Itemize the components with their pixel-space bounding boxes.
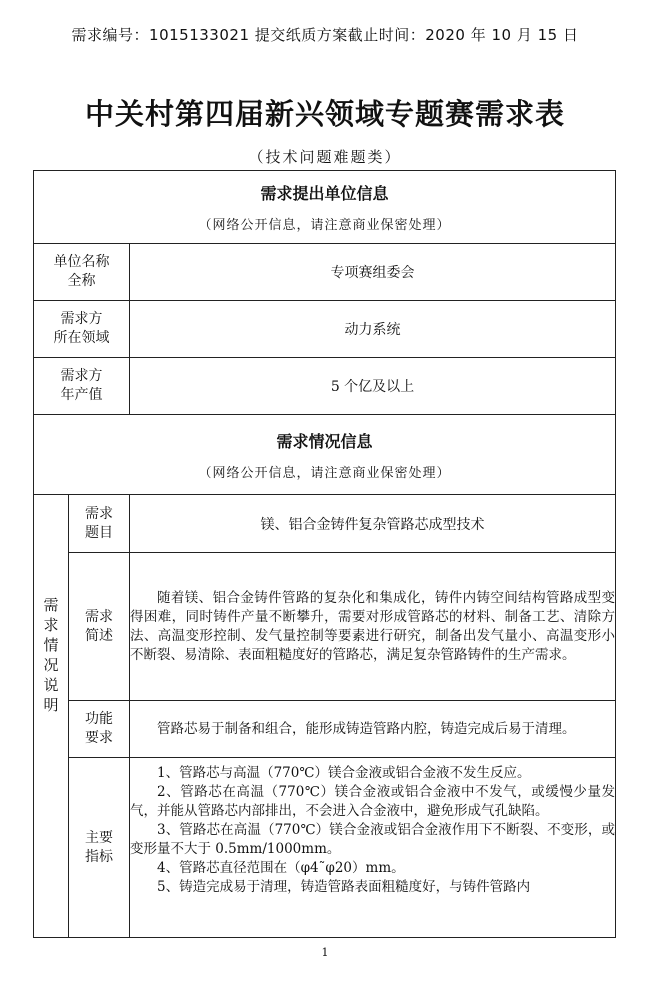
section-note: （网络公开信息，请注意商业保密处理）	[198, 218, 451, 233]
function-label: 功能 要求	[69, 701, 130, 758]
section-note: （网络公开信息，请注意商业保密处理）	[198, 465, 451, 481]
field-value: 动力系统	[130, 301, 616, 358]
indicators-label: 主要 指标	[69, 758, 130, 938]
page-subtitle: （技术问题难题类）	[248, 148, 402, 166]
demand-description-side-label: 需 求 情 况 说 明	[34, 495, 69, 938]
unit-name-value: 专项赛组委会	[130, 244, 616, 301]
indicator-item: 4、管路芯直径范围在（φ4˜φ20）mm。	[157, 860, 405, 876]
annual-output-value: 5 个亿及以上	[130, 358, 616, 415]
requirement-table	[33, 170, 616, 938]
page-title: 中关村第四届新兴领域专题赛需求表	[84, 97, 565, 131]
indicator-item: 5、铸造完成易于清理，铸造管路表面粗糙度好，与铸件管路内	[157, 879, 531, 895]
section-unit-info-header	[34, 171, 616, 244]
section-demand-info-header	[34, 415, 616, 495]
indicator-item: 2、管路芯在高温（770℃）镁合金液或铝合金液中不发气，或缓慢少量发气，并能从管路芯内部排出，不会进入合金液中，避免形成气孔缺陷。	[130, 784, 616, 819]
topic-value: 镁、铝合金铸件复杂管路芯成型技术	[130, 495, 616, 553]
function-text: 管路芯易于制备和组合，能形成铸造管路内腔，铸造完成后易于清理。	[130, 701, 616, 758]
section-title: 需求情况信息	[276, 431, 373, 451]
page-number: 1	[321, 946, 329, 959]
annual-output-label: 需求方 年产值	[34, 358, 130, 415]
field-label: 需求方 所在领域	[34, 301, 130, 358]
topic-label: 需求 题目	[69, 495, 130, 553]
indicator-item: 3、管路芯在高温（770℃）镁合金液或铝合金液作用下不断裂、不变形，或变形量不大于 0.5mm/1000mm。	[130, 822, 616, 857]
unit-name-label: 单位名称 全称	[34, 244, 130, 301]
indicator-item: 1、管路芯与高温（770℃）镁合金液或铝合金液不发生反应。	[157, 765, 531, 781]
indicators-text	[130, 758, 616, 938]
request-number-line: 需求编号：1015133021 提交纸质方案截止时间：2020 年 10 月 15 日	[71, 26, 579, 44]
summary-label: 需求 简述	[69, 553, 130, 701]
section-title: 需求提出单位信息	[260, 184, 389, 203]
summary-text: 随着镁、铝合金铸件管路的复杂化和集成化，铸件内铸空间结构管路成型变得困难，同时铸件产量不断攀升，需要对形成管路芯的材料、制备工艺、清除方法、高温变形控制、发气量控制等要素进行研究，制备出发气量小、高温变形小不断裂、易清除、表面粗糙度好的管路芯，满足复杂管路铸件的生产需求。	[130, 553, 616, 701]
